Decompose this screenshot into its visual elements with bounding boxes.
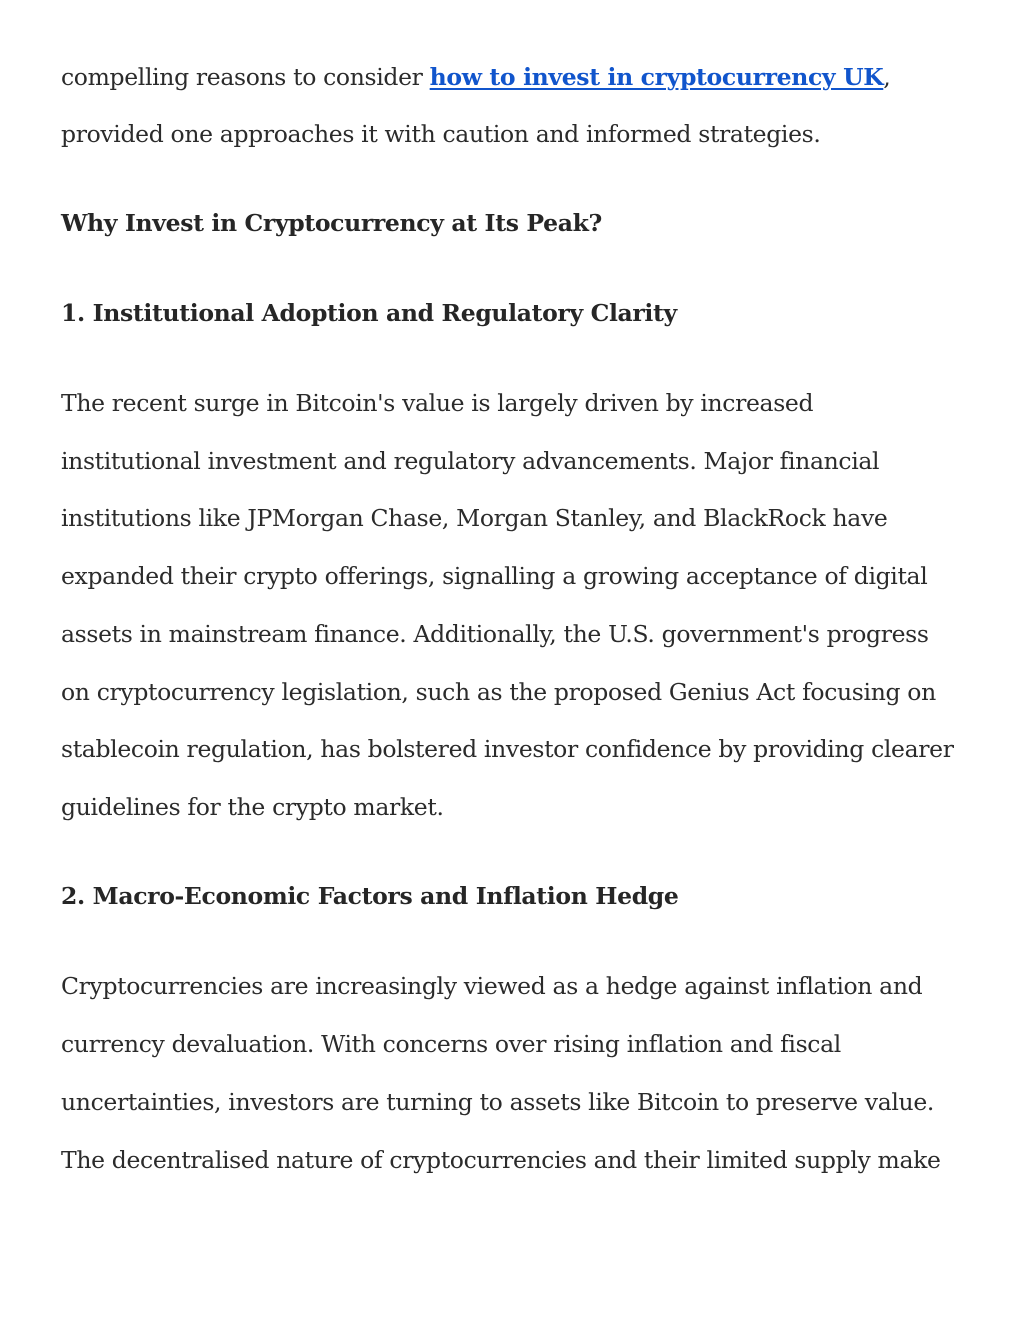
section-1-line: stablecoin regulation, has bolstered investor confidence by providing clearer (61, 735, 954, 763)
main-heading: Why Invest in Cryptocurrency at Its Peak? (61, 209, 602, 237)
section-1-heading: 1. Institutional Adoption and Regulatory Clarity (61, 299, 677, 327)
section-2-line: uncertainties, investors are turning to assets like Bitcoin to preserve value. (61, 1088, 935, 1116)
intro-prefix: compelling reasons to consider (61, 63, 430, 91)
section-1-line: The recent surge in Bitcoin's value is largely driven by increased (61, 389, 814, 417)
section-1-line: guidelines for the crypto market. (61, 793, 444, 821)
section-1-line: assets in mainstream finance. Additionally, the U.S. government's progress (61, 620, 929, 648)
section-2-line: currency devaluation. With concerns over rising inflation and fiscal (61, 1030, 841, 1058)
section-1-line: expanded their crypto offerings, signalling a growing acceptance of digital (61, 562, 928, 590)
section-2-line: Cryptocurrencies are increasingly viewed as a hedge against inflation and (61, 972, 923, 1000)
section-2-line: The decentralised nature of cryptocurrencies and their limited supply make (61, 1146, 941, 1174)
intro-line-1 (61, 62, 890, 92)
section-2-heading: 2. Macro-Economic Factors and Inflation Hedge (61, 882, 679, 910)
intro-line-2: provided one approaches it with caution and informed strategies. (61, 120, 821, 148)
section-1-line: on cryptocurrency legislation, such as the proposed Genius Act focusing on (61, 678, 936, 706)
intro-suffix: , (883, 63, 891, 91)
section-1-line: institutional investment and regulatory advancements. Major financial (61, 447, 880, 475)
section-1-line: institutions like JPMorgan Chase, Morgan Stanley, and BlackRock have (61, 504, 888, 532)
invest-crypto-uk-link[interactable]: how to invest in cryptocurrency UK (429, 63, 884, 91)
